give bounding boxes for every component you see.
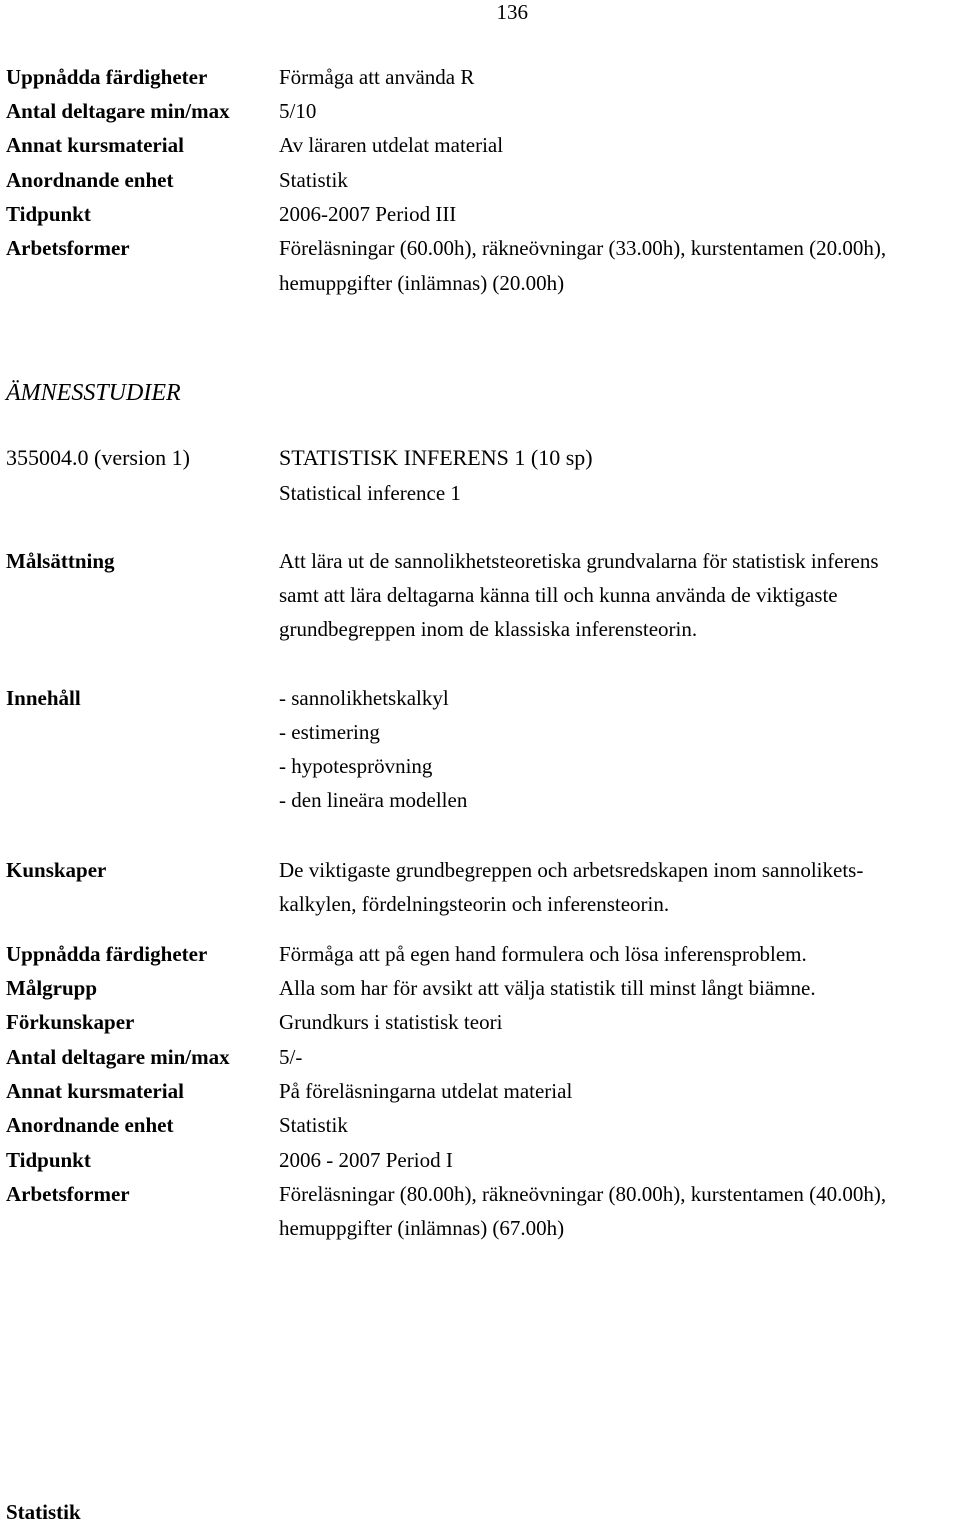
info-label: Förkunskaper xyxy=(6,1010,135,1034)
info-value: På föreläsningarna utdelat material xyxy=(279,1079,573,1103)
text-line: grundbegreppen inom de klassiska inferensteorin. xyxy=(279,617,698,641)
text-line: Att lära ut de sannolikhetsteoretiska grundvalarna för statistisk inferens xyxy=(279,549,879,573)
info-label: Anordnande enhet xyxy=(6,168,174,192)
section-heading: ÄMNESSTUDIER xyxy=(6,380,181,406)
malsattning-text xyxy=(279,544,879,646)
info-value: Statistik xyxy=(279,168,348,192)
info-label: Anordnande enhet xyxy=(6,1113,174,1137)
kunskaper-label: Kunskaper xyxy=(6,858,107,882)
info-label: Arbetsformer xyxy=(6,1182,130,1206)
info-value: Grundkurs i statistisk teori xyxy=(279,1010,503,1034)
info-value: 5/10 xyxy=(279,99,317,123)
info-value: 5/- xyxy=(279,1045,303,1069)
course-subtitle: Statistical inference 1 xyxy=(279,481,461,505)
info-value: Av läraren utdelat material xyxy=(279,133,504,157)
info-label: Antal deltagare min/max xyxy=(6,1045,230,1069)
course-code: 355004.0 (version 1) xyxy=(6,445,190,470)
info-label: Tidpunkt xyxy=(6,202,91,226)
info-value: Förmåga att använda R xyxy=(279,65,475,89)
list-item: - den lineära modellen xyxy=(279,788,468,812)
info-value: Statistik xyxy=(279,1113,348,1137)
info-value: hemuppgifter (inlämnas) (20.00h) xyxy=(279,271,565,295)
malsattning-label: Målsättning xyxy=(6,549,115,573)
info-value: 2006 - 2007 Period I xyxy=(279,1148,453,1172)
info-value: Föreläsningar (80.00h), räkneövningar (80.00h), kurstentamen (40.00h), xyxy=(279,1182,887,1206)
info-value: Förmåga att på egen hand formulera och lösa inferensproblem. xyxy=(279,942,807,966)
info-label: Tidpunkt xyxy=(6,1148,91,1172)
info-value: hemuppgifter (inlämnas) (67.00h) xyxy=(279,1216,565,1240)
info-label: Antal deltagare min/max xyxy=(6,99,230,123)
course-title: STATISTISK INFERENS 1 (10 sp) xyxy=(279,445,593,470)
innehall-list xyxy=(279,681,467,817)
info-label: Annat kursmaterial xyxy=(6,1079,184,1103)
list-item: - hypotesprövning xyxy=(279,754,433,778)
kunskaper-text xyxy=(279,853,863,921)
info-label: Uppnådda färdigheter xyxy=(6,942,208,966)
text-line: De viktigaste grundbegreppen och arbetsredskapen inom sannolikets- xyxy=(279,858,864,882)
info-value: Föreläsningar (60.00h), räkneövningar (33.00h), kurstentamen (20.00h), xyxy=(279,236,887,260)
text-line: samt att lära deltagarna känna till och kunna använda de viktigaste xyxy=(279,583,838,607)
info-value: 2006-2007 Period III xyxy=(279,202,457,226)
page-footer: Statistik xyxy=(6,1500,81,1524)
info-label: Uppnådda färdigheter xyxy=(6,65,208,89)
list-item: - sannolikhetskalkyl xyxy=(279,686,449,710)
page-number: 136 xyxy=(496,0,528,24)
info-value: Alla som har för avsikt att välja statistik till minst långt biämne. xyxy=(279,976,816,1000)
info-label: Annat kursmaterial xyxy=(6,133,184,157)
list-item: - estimering xyxy=(279,720,380,744)
info-label: Målgrupp xyxy=(6,976,98,1000)
info-label: Arbetsformer xyxy=(6,236,130,260)
innehall-label: Innehåll xyxy=(6,686,81,710)
text-line: kalkylen, fördelningsteorin och inferensteorin. xyxy=(279,892,670,916)
